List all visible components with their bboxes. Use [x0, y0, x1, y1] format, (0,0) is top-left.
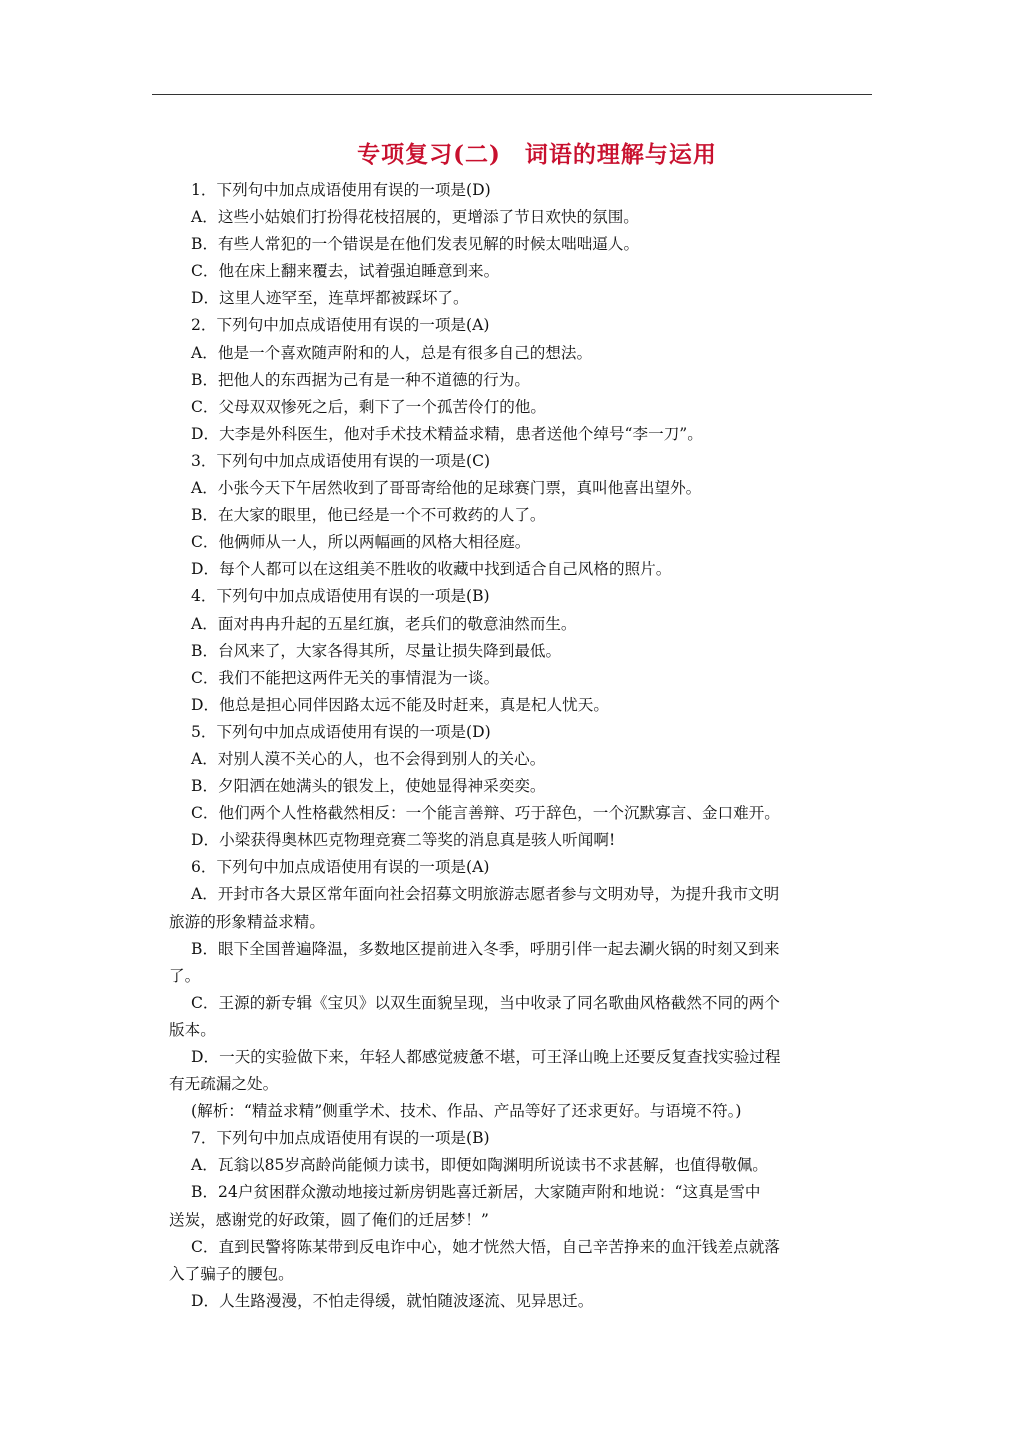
- question-line: 2．下列句中加点成语使用有误的一项是(A): [191, 316, 490, 335]
- option-line: C．他在床上翻来覆去，试着强迫睡意到来。: [191, 262, 500, 281]
- document-body: [157, 177, 873, 1315]
- option-line: B．有些人常犯的一个错误是在他们发表见解的时候太咄咄逼人。: [191, 235, 640, 254]
- question-line: 4．下列句中加点成语使用有误的一项是(B): [191, 587, 490, 606]
- option-line: D．人生路漫漫，不怕走得缓，就怕随波逐流、见异思迁。: [191, 1291, 594, 1310]
- question-line: 1．下列句中加点成语使用有误的一项是(D): [191, 181, 491, 199]
- question-line: 7．下列句中加点成语使用有误的一项是(B): [191, 1129, 490, 1148]
- option-line: A．面对冉冉升起的五星红旗，老兵们的敬意油然而生。: [191, 614, 577, 633]
- option-line: B．24户贫困群众激动地接过新房钥匙喜迁新居，大家随声附和地说：“这真是雪中: [191, 1183, 761, 1202]
- option-line: B．把他人的东西据为己有是一种不道德的行为。: [191, 370, 530, 389]
- option-line: C．他俩师从一人，所以两幅画的风格大相径庭。: [191, 533, 531, 552]
- page-title: 专项复习(二) 词语的理解与运用: [357, 141, 717, 168]
- option-line: B．台风来了，大家各得其所，尽量让损失降到最低。: [191, 641, 562, 660]
- option-line: A．瓦翁以85岁高龄尚能倾力读书，即便如陶渊明所说读书不求甚解，也值得敬佩。: [191, 1156, 768, 1175]
- option-line: A．对别人漠不关心的人，也不会得到别人的关心。: [191, 749, 546, 768]
- option-line: D．他总是担心同伴因路太远不能及时赶来，真是杞人忧天。: [191, 695, 609, 714]
- continuation-line: 送炭，感谢党的好政策，圆了俺们的迁居梦！”: [169, 1210, 489, 1229]
- explanation-line: (解析：“精益求精”侧重学术、技术、作品、产品等好了还求更好。与语境不符。): [191, 1102, 742, 1121]
- option-line: A．这些小姑娘们打扮得花枝招展的，更增添了节日欢快的氛围。: [191, 208, 639, 227]
- continuation-line: 了。: [169, 966, 201, 985]
- option-line: D．小梁获得奥林匹克物理竞赛二等奖的消息真是骇人听闻啊!: [191, 831, 616, 850]
- option-line: C．王源的新专辑《宝贝》以双生面貌呈现，当中收录了同名歌曲风格截然不同的两个: [191, 993, 780, 1012]
- option-line: C．父母双双惨死之后，剩下了一个孤苦伶仃的他。: [191, 397, 546, 416]
- option-line: D．每个人都可以在这组美不胜收的收藏中找到适合自己风格的照片。: [191, 560, 672, 579]
- continuation-line: 版本。: [169, 1020, 216, 1039]
- question-line: 5．下列句中加点成语使用有误的一项是(D): [191, 722, 491, 741]
- option-line: B．眼下全国普遍降温，多数地区提前进入冬季，呼朋引伴一起去涮火锅的时刻又到来: [191, 939, 780, 958]
- option-line: B．夕阳洒在她满头的银发上，使她显得神采奕奕。: [191, 777, 546, 796]
- option-line: A．他是一个喜欢随声附和的人，总是有很多自己的想法。: [191, 343, 593, 362]
- continuation-line: 旅游的形象精益求精。: [169, 912, 325, 931]
- option-line: D．一天的实验做下来，年轻人都感觉疲惫不堪，可王泽山晚上还要反复查找实验过程: [191, 1048, 781, 1066]
- option-line: A．开封市各大景区常年面向社会招募文明旅游志愿者参与文明劝导，为提升我市文明: [191, 885, 780, 904]
- header-rule: [152, 94, 872, 95]
- option-line: D．大李是外科医生，他对手术技术精益求精，患者送他个绰号“李一刀”。: [191, 424, 703, 443]
- option-line: C．我们不能把这两件无关的事情混为一谈。: [191, 668, 500, 687]
- option-line: C．直到民警将陈某带到反电诈中心，她才恍然大悟，自己辛苦挣来的血汗钱差点就落: [191, 1237, 780, 1256]
- continuation-line: 入了骗子的腰包。: [169, 1264, 294, 1283]
- option-line: D．这里人迹罕至，连草坪都被踩坏了。: [191, 289, 469, 308]
- question-line: 6．下列句中加点成语使用有误的一项是(A): [191, 858, 490, 877]
- option-line: A．小张今天下午居然收到了哥哥寄给他的足球赛门票，真叫他喜出望外。: [191, 479, 702, 498]
- continuation-line: 有无疏漏之处。: [169, 1075, 279, 1094]
- option-line: B．在大家的眼里，他已经是一个不可救药的人了。: [191, 506, 546, 525]
- option-line: C．他们两个人性格截然相反：一个能言善辩、巧于辞色，一个沉默寡言、金口难开。: [191, 804, 780, 823]
- question-line: 3．下列句中加点成语使用有误的一项是(C): [191, 451, 491, 470]
